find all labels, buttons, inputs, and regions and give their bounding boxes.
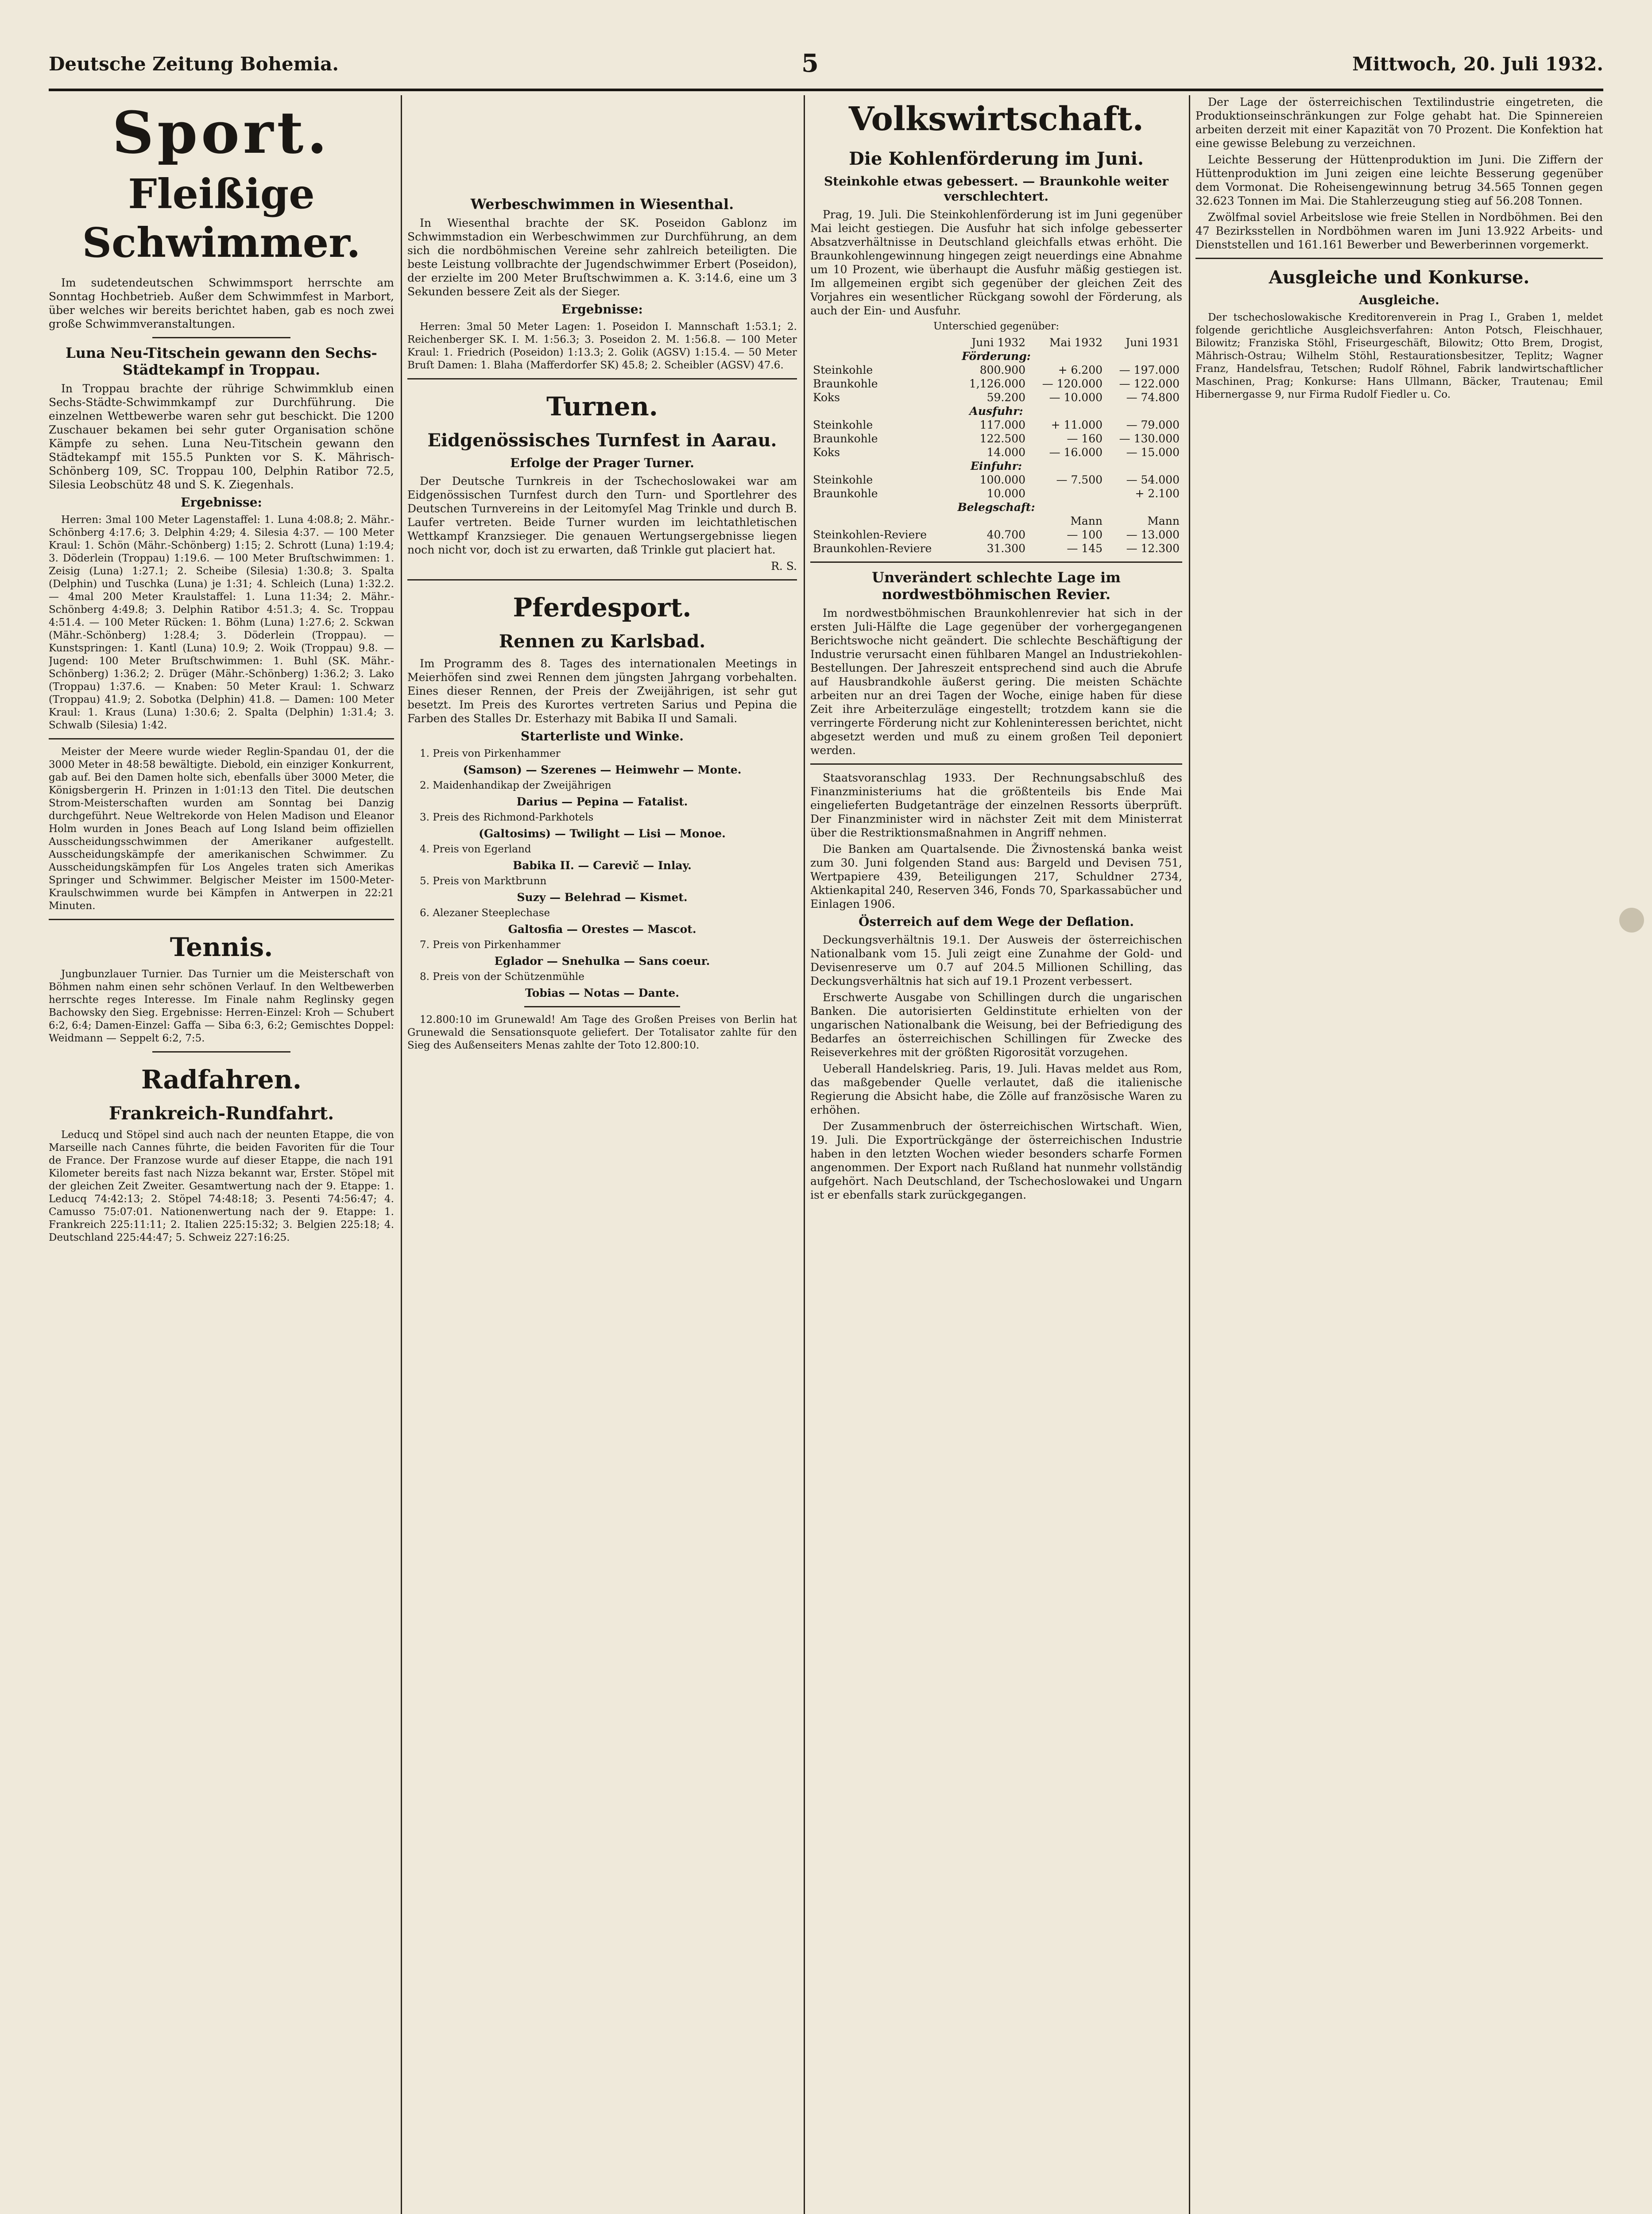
divider xyxy=(810,763,1182,765)
turnfest-headline: Eidgenössisches Turnfest in Aarau. xyxy=(427,430,777,451)
running-header xyxy=(49,49,1603,80)
turnen-text: Der Deutsche Turnkreis in der Tschechoslowakei war am Eidgenössischen Turnfest durch den Turn- und Sportlehrer des Deutschen Turnvereins in der Leitomyſel Mag Trinkle und durch B. Laufer vertreten. Beide Turner wurden im leichtathletischen Wettkampf Kranzsieger. Die genauen Wertungsergebnisse liegen noch nicht vor, doch ist zu erwarten, daß Trinkle gut placiert hat. xyxy=(407,475,797,556)
page-number: 5 xyxy=(801,49,819,78)
table-group-label: Förderung: xyxy=(962,350,1031,363)
table-row: Braunkohle 10.000 + 2.100 xyxy=(813,487,1180,500)
staat-text: Staatsvoranschlag 1933. Der Rechnungsabschluß des Finanzministeriums hat die größtenteils bis Ende Mai eingelieferten Budgetanträge der einzelnen Ressorts überprüft. Der Finanzminister wird in nächster Zeit mit dem Ministerrat über die Restriktionsmaßnahmen in Angriff nehmen. xyxy=(810,771,1182,839)
banken-text: Die Banken am Quartalsende. Die Živnostenská banka weist zum 30. Juni folgenden Stand aus: Bargeld und Devisen 751, Wertpapiere 439, Beteiligungen 217, Schuldner 2734, Aktienkapital 240, Reserven 346, Fonds 70, Sparkassabücher und Einlagen 1906. xyxy=(810,843,1182,910)
table-row: Koks 14.000 — 16.000 — 15.000 xyxy=(813,446,1180,459)
divider xyxy=(407,579,797,581)
wiesenthal-headline: Werbeschwimmen in Wiesenthal. xyxy=(470,196,734,213)
arbeitslos-text: Zwölfmal soviel Arbeitslose wie freie Stellen in Nordböhmen. Bei den 47 Bezirksstellen in Nordböhmen waren im Juni 13.922 Arbeits- und Dienststellen und 161.161 Bewerber und Bewerberinnen vorgemerkt. xyxy=(1195,211,1603,251)
starter-tip: Galtosfia — Orestes — Mascot. xyxy=(508,923,696,936)
starter-tip: Eglador — Snehulka — Sans coeur. xyxy=(494,955,710,968)
kohle-table xyxy=(810,336,1182,555)
sport-intro: Im sudetendeutschen Schwimmsport herrschte am Sonntag Hochbetrieb. Außer dem Schwimmfest in Marbort, über welches wir bereits berichtet haben, gab es noch zwei große Schwimmveranstaltungen. xyxy=(49,276,394,330)
starter-race: 5. Preis von Marktbrunn xyxy=(420,875,547,887)
starter-tip: Babika II. — Carevič — Inlay. xyxy=(513,859,692,872)
kohle-headline: Die Kohlenförderung im Juni. xyxy=(849,148,1144,169)
wiesenthal-results: Herren: 3mal 50 Meter Lagen: 1. Poseidon I. Mannschaft 1:53.1; 2. Reichenberger SK. I. M. 1:56.3; 3. Poseidon 2. M. 1:56.8. — 100 Meter Kraul: 1. Friedrich (Poseidon) 1:13.3; 2. Golik (AGSV) 1:15.4. — 50 Meter Bruſt Damen: 1. Blaha (Mafferdorfer SK) 45.8; 2. Scheibler (AGSV) 47.6. xyxy=(407,321,797,371)
kohle-text: Prag, 19. Juli. Die Steinkohlenförderung ist im Juni gegenüber Mai leicht gestiegen. Die Ausfuhr hat sich infolge gebesserter Absatzverhältnisse in Deutschland gleichfalls etwas erhöht. Die Braunkohlengewinnung hingegen zeigt neuerdings eine Abnahme um 10 Prozent, wie überhaupt die Ausfuhr mäßig gestiegen ist. Im allgemeinen ergibt sich gegenüber der gleichen Zeit des Vorjahres ein wesentlicher Rückgang sowohl der Förderung, als auch der Ein- und Ausfuhr. xyxy=(810,208,1182,317)
wiesenthal-text: In Wiesenthal brachte der SK. Poseidon Gablonz im Schwimmstadion ein Werbeschwimmen zur Durchführung, an dem sich die nordböhmischen Vereine sehr zahlreich beteiligten. Die beste Leistung vollbrachte der Jugendschwimmer Erbert (Poseidon), der erzielte im 200 Meter Bruſtschwimmen a. K. 3:14.6, eine um 3 Sekunden bessere Zeit als der Sieger. xyxy=(407,217,797,298)
hutten-text: Leichte Besserung der Hüttenproduktion im Juni. Die Ziffern der Hüttenproduktion im Juni zeigen eine leichte Besserung gegenüber dem Vormonat. Die Roheisengewinnung betrug 34.565 Tonnen gegen 32.623 Tonnen im Mai. Die Stahlerzeugung stieg auf 56.208 Tonnen. xyxy=(1195,153,1603,207)
divider xyxy=(524,1006,680,1007)
pferdesport-headline: Pferdesport. xyxy=(513,592,692,623)
starter-list xyxy=(407,747,797,1000)
textil-text: Der Lage der österreichischen Textilindustrie eingetreten, die Produktionseinschränkungen zur Folge gehabt hat. Die Spinnereien arbeiten derzeit mit einer Kapazität von 70 Prozent. Die Konfektion hat eine gewisse Belebung zu verzeichnen. xyxy=(1195,96,1603,150)
volkswirtschaft-title: Volkswirtschaft. xyxy=(848,100,1144,138)
table-header-row: Juni 1932 Mai 1932 Juni 1931 xyxy=(971,336,1180,349)
table-group-label: Einfuhr: xyxy=(970,460,1022,472)
karlsbad-headline: Rennen zu Karlsbad. xyxy=(499,631,706,652)
sport-headline: Fleißige Schwimmer. xyxy=(82,170,361,267)
handelskrieg-text: Ueberall Handelskrieg. Paris, 19. Juli. Havas meldet aus Rom, das maßgebender Quelle verlautet, daß die italienische Regierung die Absicht habe, die Zölle auf französische Waren zu erhöhen. xyxy=(810,1062,1182,1116)
divider xyxy=(49,919,394,920)
ungarn-text: Erschwerte Ausgabe von Schillingen durch die ungarischen Banken. Die autorisierten Geldinstitute erhielten von der ungarischen Nationalbank die Weisung, bei der Befriedigung des Bedarfes an österreichischen Schillingen für Zwecke des Reiseverkehres mit der größten Rigorosität vorzugehen. xyxy=(810,991,1182,1059)
issue-date: Mittwoch, 20. Juli 1932. xyxy=(1352,53,1603,75)
column-3 xyxy=(810,95,1182,2214)
turnen-headline: Turnen. xyxy=(546,391,658,422)
ausgleiche-subheadline: Ausgleiche. xyxy=(1359,293,1439,307)
starter-race: 2. Maidenhandikap der Zweijährigen xyxy=(420,780,611,791)
starter-tip: Darius — Pepina — Fatalist. xyxy=(516,795,688,808)
pferdesport-text: Im Programm des 8. Tages des internationalen Meetings in Meierhöfen sind zwei Rennen dem jüngsten Jahrgang vorbehalten. Eines dieser Rennen, der Preis der Zweijährigen, ist sehr gut besetzt. Im Preis des Kurortes vertreten Sarius und Pepina die Farben des Stalles Dr. Esterhazy mit Babika II und Samali. xyxy=(407,657,797,725)
results-label: Ergebnisse: xyxy=(181,495,262,510)
divider xyxy=(407,378,797,379)
column-rule xyxy=(1189,95,1190,2214)
tennis-headline: Tennis. xyxy=(170,932,273,962)
ausgleiche-text: Der tschechoslowakische Kreditorenverein in Prag I., Graben 1, meldet folgende gerichtliche Ausgleichsverfahren: Anton Potsch, Fleischhauer, Bilowitz; Franziska Stöhl, Friseurgeschäft, Bilowitz; Otto Brem, Drogist, Mährisch-Ostrau; Wilhelm Stöhl, Restaurationsbesitzer, Teplitz; Wagner Franz, Handelsfrau, Tetschen; Rudolf Röhnel, Fabrik landwirtschaftlicher Maschinen, Prag; Konkurse: Hans Ullmann, Bäcker, Trautenau; Emil Hibernergasse 9, nur Firma Rudolf Fiedler u. Co. xyxy=(1195,312,1603,400)
table-caption: Unterschied gegenüber: xyxy=(933,321,1059,332)
export-text: Der Zusammenbruch der österreichischen Wirtschaft. Wien, 19. Juli. Die Exportrückgänge der österreichischen Industrie haben in den letzten Wochen wieder besonders scharfe Formen angenommen. Der Export nach Rußland hat nunmehr vollständig aufgehört. Nach Deutschland, der Tschechoslowakei und Ungarn ist er ebenfalls stark zurückgegangen. xyxy=(810,1120,1182,1201)
divider xyxy=(810,561,1182,563)
turnfest-subheadline: Erfolge der Prager Turner. xyxy=(510,456,694,470)
table-row: Koks 59.200 — 10.000 — 74.800 xyxy=(813,391,1180,404)
revier-headline: Unverändert schlechte Lage im nordwestböhmischen Revier. xyxy=(872,569,1121,603)
starter-tip: Tobias — Notas — Dante. xyxy=(525,987,680,999)
table-group-label: Ausfuhr: xyxy=(969,405,1023,418)
column-1 xyxy=(49,95,394,2214)
divider xyxy=(152,337,290,338)
starters-title: Starterliste und Winke. xyxy=(520,729,684,743)
starter-race: 6. Alezaner Steeplechase xyxy=(420,907,550,919)
kohle-subheadline: Steinkohle etwas gebessert. — Braunkohle weiter verschlechtert. xyxy=(824,174,1169,204)
frankreich-headline: Frankreich-Rundfahrt. xyxy=(108,1103,334,1124)
header-rule xyxy=(49,89,1603,91)
divider xyxy=(49,738,394,739)
divider xyxy=(1195,258,1603,259)
revier-text: Im nordwestböhmischen Braunkohlenrevier hat sich in der ersten Juli-Hälfte die Lage gegenüber der vorhergegangenen Berichtswoche nicht geändert. Die schlechte Beschäftigung der Industrie verursacht einen fühlbaren Mangel an Industriekohlen-Bestellungen. Der Jahreszeit entsprechend sind auch die Abrufe auf Hausbrandkohle äußerst gering. Die meisten Schächte arbeiten nur an drei Tagen der Woche, einige haben für diese Zeit ihre Arbeiterzuläge eingestellt; trotzdem kann sie die verringerte Förderung nicht zur Kohleninteressen berichtet, nicht abgesetzt werden und muß zu einem großen Teil deponiert werden. xyxy=(810,607,1182,757)
starter-race: 7. Preis von Pirkenhammer xyxy=(420,939,561,951)
luna-text: In Troppau brachte der rührige Schwimmklub einen Sechs-Städte-Schwimmkampf zur Durchführung. Die einzelnen Wettbewerbe waren sehr gut beschickt. Die 1200 Zuschauer bekamen bei sehr guter Organisation schöne Kämpfe zu sehen. Luna Neu-Titschein gewann den Städtekampf mit 155.5 Punkten vor S. K. Mährisch-Schönberg 109, SC. Troppau 100, Delphin Ratibor 72.5, Silesia Leobschütz 48 und S. K. Ziegenhals. xyxy=(49,382,394,491)
column-rule xyxy=(401,95,402,2214)
deflation-headline: Österreich auf dem Wege der Deflation. xyxy=(858,914,1134,929)
starter-tip: (Samson) — Szerenes — Heimwehr — Monte. xyxy=(463,763,742,776)
newspaper-name: Deutsche Zeitung Bohemia. xyxy=(49,53,339,75)
table-row: Steinkohle 800.900 + 6.200 — 197.000 xyxy=(813,364,1180,376)
table-row: Braunkohle 1,126.000 — 120.000 — 122.000 xyxy=(813,377,1180,390)
starter-race: 8. Preis von der Schützenmühle xyxy=(420,971,584,983)
table-row: Braunkohle 122.500 — 160 — 130.000 xyxy=(813,432,1180,445)
radfahren-headline: Radfahren. xyxy=(141,1064,302,1095)
divider xyxy=(152,1051,290,1053)
results-label: Ergebnisse: xyxy=(561,302,643,317)
starter-race: 4. Preis von Egerland xyxy=(420,844,531,855)
column-2 xyxy=(407,190,797,2214)
table-row: Steinkohle 117.000 + 11.000 — 79.000 xyxy=(813,418,1180,431)
column-4 xyxy=(1195,95,1603,2214)
results-text: Herren: 3mal 100 Meter Lagenstaffel: 1. Luna 4:08.8; 2. Mähr.-Schönberg 4:17.6; 3. Delphin 4:29; 4. Silesia 4:37. — 100 Meter Kraul: 1. Schön (Mähr.-Schönberg) 1:15; 2. Schrott (Luna) 1:19.4; 3. Döderlein (Troppau) 1:19.6. — 100 Meter Bruſtschwimmen: 1. Zeisig (Luna) 1:27.1; 2. Scheibe (Silesia) 1:30.8; 3. Spalta (Delphin) und Tuschka (Luna) je 1:31; 4. Schleich (Luna) 1:32.2. — 4mal 200 Meter Kraulstaffel: 1. Luna 11:34; 2. Mähr.-Schönberg 4:49.8; 3. Delphin Ratibor 4:51.3; 4. Sc. Troppau 4:51.4. — 100 Meter Rücken: 1. Böhm (Luna) 1:27.6; 2. Sckwan (Mähr.-Schönberg) 1:28.4; 3. Döderlein (Troppau). — Kunstspringen: 1. Kantl (Luna) 10.9; 2. Woik (Troppau) 9.8. — Jugend: 100 Meter Bruſtschwimmen: 1. Buhl (SK. Mähr.-Schönberg) 1:36.2; 2. Drüger (Mähr.-Schönberg) 1:36.2; 3. Lako (Troppau) 1:37.6. — Knaben: 50 Meter Kraul: 1. Schwarz (Troppau) 41.9; 2. Sobotka (Delphin) 41.8. — Damen: 100 Meter Kraul: 1. Kraus (Luna) 1:30.6; 2. Spalta (Delphin) 1:31.4; 3. Schwalb (Silesia) 1:42. xyxy=(49,514,394,731)
starter-race: 1. Preis von Pirkenhammer xyxy=(420,748,561,759)
misc-swim-text: Meister der Meere wurde wieder Reglin-Spandau 01, der die 3000 Meter in 48:58 bewältigte. Diebold, ein einziger Konkurrent, gab auf. Bei den Damen holte sich, ebenfalls über 3000 Meter, die Königsbergerin H. Prinzen in 1:01:13 den Titel. Die deutschen Strom-Meisterschaften wurden am Sonntag bei Danzig durchgeführt. Neue Weltrekorde von Helen Madison und Eleanor Holm wurden in Jones Beach auf Long Island beim offiziellen Ausscheidungsschwimmen der Amerikaner aufgestellt. Ausscheidungskämpfe der amerikanischen Schwimmer. Zu Ausscheidungskämpfen für Los Angeles traten sich Amerikas Springer und Schwimmer. Belgischer Meister im 1500-Meter-Kraulschwimmen wurde bei Kämpfen in Antwerpen in 22:21 Minuten. xyxy=(49,746,394,912)
deflation-text: Deckungsverhältnis 19.1. Der Ausweis der österreichischen Nationalbank vom 15. Juli zeigt eine Zunahme der Gold- und Devisenreserve um 0.7 auf 204.5 Millionen Schilling, das Deckungsverhältnis hat sich auf 19.1 Prozent verbessert. xyxy=(810,933,1182,987)
binding-hole xyxy=(1619,908,1644,933)
luna-headline: Luna Neu-Titschein gewann den Sechs-Städtekampf in Troppau. xyxy=(66,344,377,378)
radfahren-text: Leducq und Stöpel sind auch nach der neunten Etappe, die von Marseille nach Cannes führte, die beiden Favoriten für die Tour de France. Der Franzose wurde auf dieser Etappe, die nach 191 Kilometer bereits fast nach Nizza bekannt war, Erster. Stöpel mit der gleichen Zeit Zweiter. Gesamtwertung nach der 9. Etappe: 1. Leducq 74:42:13; 2. Stöpel 74:48:18; 3. Pesenti 74:56:47; 4. Camusso 75:07:01. Nationenwertung nach der 9. Etappe: 1. Frankreich 225:11:11; 2. Italien 225:15:32; 3. Belgien 225:18; 4. Deutschland 225:44:47; 5. Schweiz 227:16:25. xyxy=(49,1129,394,1243)
starter-tip: (Galtosims) — Twilight — Lisi — Monoe. xyxy=(479,827,726,840)
table-group-label: Belegschaft: xyxy=(957,501,1035,514)
table-row: Steinkohle 100.000 — 7.500 — 54.000 xyxy=(813,473,1180,486)
starter-race: 3. Preis des Richmond-Parkhotels xyxy=(420,812,594,823)
column-rule xyxy=(804,95,805,2214)
table-row: Steinkohlen-Reviere 40.700 — 100 — 13.000 xyxy=(813,528,1180,541)
grunewald-text: 12.800:10 im Grunewald! Am Tage des Großen Preises von Berlin hat Grunewald die Sensationsquote geliefert. Der Totalisator zahlte für den Sieg des Außenseiters Menas zahlte der Toto 12.800:10. xyxy=(407,1014,797,1051)
table-row: Braunkohlen-Reviere 31.300 — 145 — 12.300 xyxy=(813,542,1180,555)
turnen-signature: R. S. xyxy=(771,560,797,573)
starter-tip: Suzy — Belehrad — Kismet. xyxy=(517,891,688,904)
ausgleiche-headline: Ausgleiche und Konkurse. xyxy=(1269,267,1530,288)
tennis-text: Jungbunzlauer Turnier. Das Turnier um die Meisterschaft von Böhmen nahm einen sehr schönen Verlauf. In den Weltbewerben herrschte reges Interesse. Im Finale nahm Reglinsky gegen Bachowsky den Sieg. Ergebnisse: Herren-Einzel: Kroh — Schubert 6:2, 6:4; Damen-Einzel: Gaffa — Siba 6:3, 6:2; Gemischtes Doppel: Weidmann — Seppelt 6:2, 7:5. xyxy=(49,968,394,1044)
table-row: Mann Mann xyxy=(1070,515,1180,527)
sport-section-title: Sport. xyxy=(112,99,331,166)
